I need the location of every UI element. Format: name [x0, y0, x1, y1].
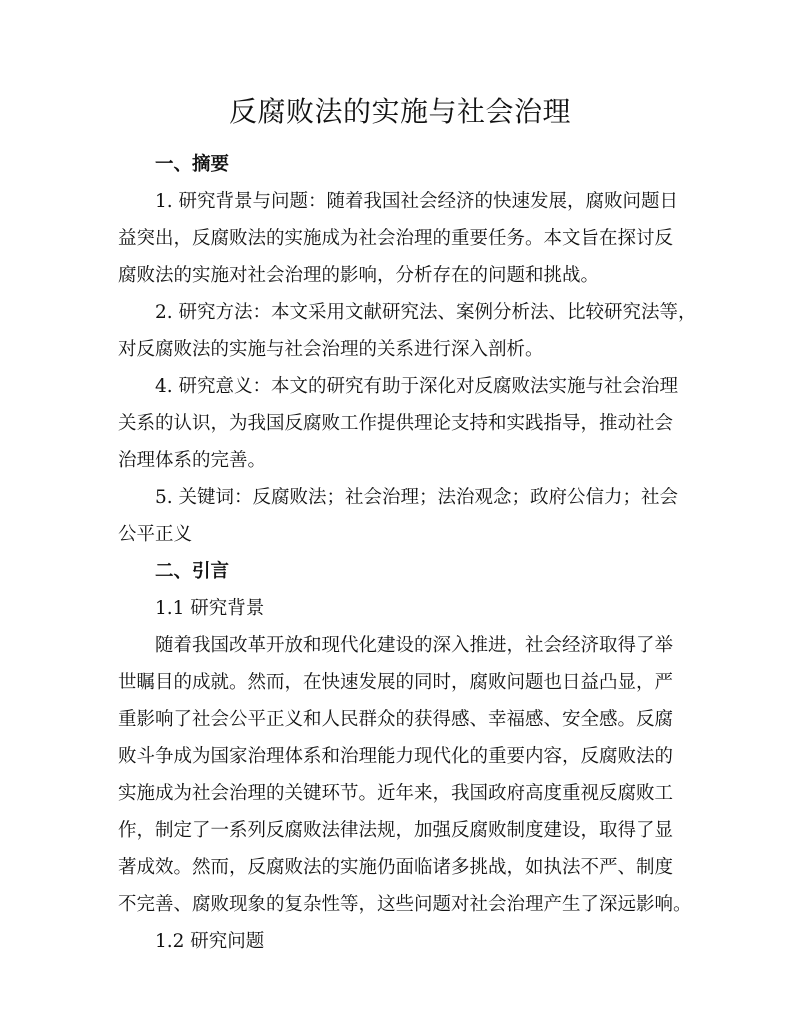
- text-line: 败斗争成为国家治理体系和治理能力现代化的重要内容，反腐败法的: [118, 746, 674, 767]
- text-line: 作，制定了一系列反腐败法律法规，加强反腐败制度建设，取得了显: [118, 820, 674, 841]
- text-line: 益突出，反腐败法的实施成为社会治理的重要任务。本文旨在探讨反: [118, 228, 674, 249]
- text-line: 随着我国改革开放和现代化建设的深入推进，社会经济取得了举: [155, 635, 674, 656]
- abstract-item-significance: [118, 368, 684, 479]
- abstract-item-background: [118, 183, 684, 294]
- text-line: 实施成为社会治理的关键环节。近年来，我国政府高度重视反腐败工: [118, 783, 674, 804]
- text-line: 5. 关键词：反腐败法；社会治理；法治观念；政府公信力；社会: [155, 487, 679, 508]
- document-body: [118, 146, 697, 960]
- text-line: 治理体系的完善。: [118, 450, 267, 471]
- abstract-item-keywords: [118, 479, 684, 553]
- text-line: 对反腐败法的实施与社会治理的关系进行深入剖析。: [118, 339, 544, 360]
- text-line: 关系的认识，为我国反腐败工作提供理论支持和实践指导，推动社会: [118, 413, 674, 434]
- background-paragraph: [118, 627, 692, 923]
- abstract-item-method: [118, 294, 697, 368]
- text-line: 世瞩目的成就。然而，在快速发展的同时，腐败问题也日益凸显，严: [118, 672, 674, 693]
- section-heading-abstract: 一、摘要: [155, 154, 230, 175]
- text-line: 公平正义: [118, 524, 193, 545]
- document-title: 反腐败法的实施与社会治理: [228, 95, 571, 128]
- subsection-heading-background: 1.1 研究背景: [155, 598, 265, 619]
- text-line: 重影响了社会公平正义和人民群众的获得感、幸福感、安全感。反腐: [118, 709, 674, 730]
- text-line: 4. 研究意义：本文的研究有助于深化对反腐败法实施与社会治理: [155, 376, 679, 397]
- section-heading-introduction: 二、引言: [155, 561, 230, 582]
- text-line: 腐败法的实施对社会治理的影响，分析存在的问题和挑战。: [118, 265, 600, 286]
- text-line: 不完善、腐败现象的复杂性等，这些问题对社会治理产生了深远影响。: [118, 894, 692, 915]
- text-line: 1. 研究背景与问题：随着我国社会经济的快速发展，腐败问题日: [155, 191, 679, 212]
- text-line: 著成效。然而，反腐败法的实施仍面临诸多挑战，如执法不严、制度: [118, 857, 674, 878]
- subsection-heading-research-question: 1.2 研究问题: [155, 931, 265, 952]
- text-line: 2. 研究方法：本文采用文献研究法、案例分析法、比较研究法等，: [155, 302, 697, 323]
